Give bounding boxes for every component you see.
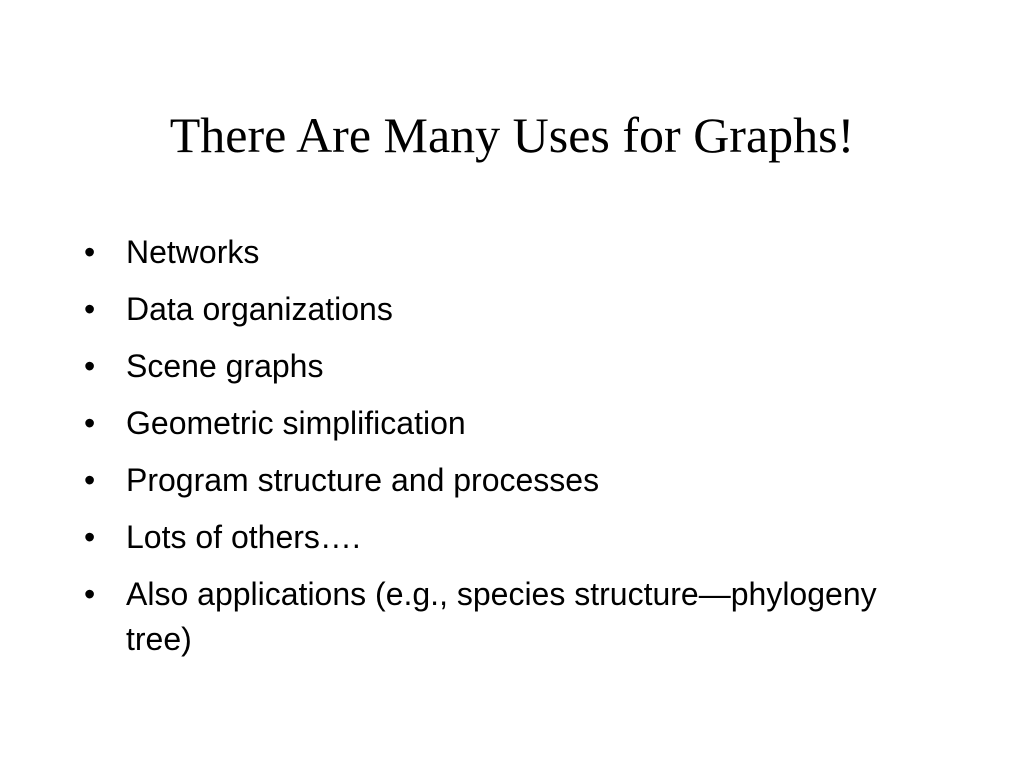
- bullet-icon: •: [84, 405, 96, 441]
- bullet-item: [84, 401, 944, 446]
- bullet-icon: •: [84, 291, 96, 327]
- bullet-icon: •: [84, 348, 96, 384]
- bullet-text: Program structure and processes: [126, 462, 600, 498]
- bullet-text: Geometric simplification: [126, 405, 466, 441]
- bullet-text: Also applications (e.g., species structure—phylogeny tree): [126, 576, 877, 657]
- bullet-icon: •: [84, 462, 96, 498]
- bullet-item: [84, 287, 944, 332]
- bullet-item: [84, 344, 944, 389]
- bullet-text: Networks: [126, 234, 260, 270]
- bullet-icon: •: [84, 576, 96, 612]
- bullet-text: Data organizations: [126, 291, 393, 327]
- bullet-item: [84, 230, 944, 275]
- bullet-icon: •: [84, 234, 96, 270]
- bullet-item: [84, 515, 944, 560]
- slide-title: There Are Many Uses for Graphs!: [169, 107, 855, 163]
- bullet-item: [84, 458, 944, 503]
- bullet-item: [84, 572, 944, 662]
- bullet-icon: •: [84, 519, 96, 555]
- bullet-list: [84, 230, 944, 674]
- bullet-text: Scene graphs: [126, 348, 324, 384]
- bullet-text: Lots of others….: [126, 519, 361, 555]
